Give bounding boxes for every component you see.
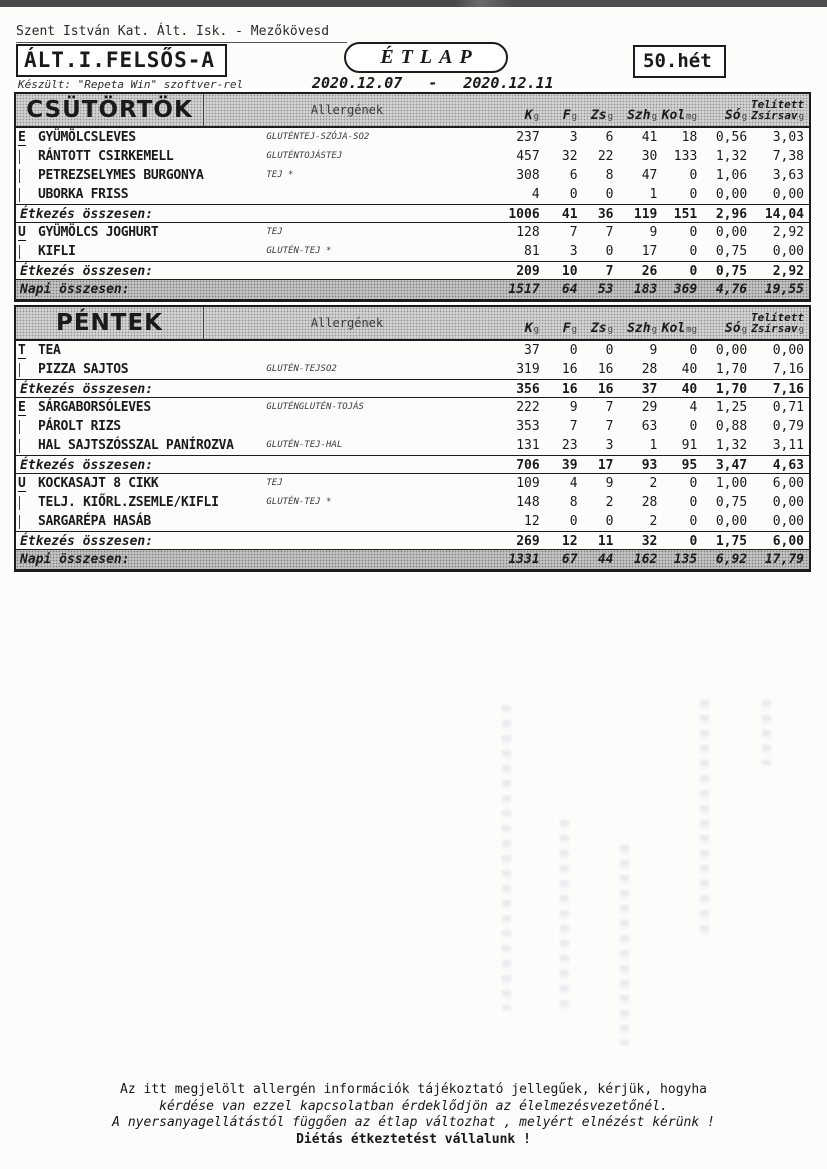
value-kol: 369	[673, 282, 698, 297]
meal-marker: E	[18, 130, 26, 145]
meal-total-row	[16, 261, 809, 280]
value-telitett: 3,11	[772, 438, 805, 453]
value-kol: 0	[689, 264, 698, 279]
allergen-list: GLUTÉNTOJÁSTEJ	[266, 151, 343, 161]
allergen-list: TEJ *	[266, 170, 294, 180]
value-zs: 0	[605, 244, 614, 259]
value-szh: 28	[641, 495, 658, 510]
value-f: 64	[561, 282, 578, 297]
class-name-box: ÁLT.I.FELSŐS-A	[16, 44, 227, 77]
menu-row	[16, 166, 809, 185]
value-kol: 133	[673, 149, 698, 164]
value-f: 9	[569, 400, 578, 415]
value-zs: 11	[597, 534, 614, 549]
value-kol: 4	[689, 400, 698, 415]
value-f: 7	[569, 419, 578, 434]
value-telitett: 2,92	[772, 264, 804, 279]
food-name: HAL SAJTSZÓSSZAL PANÍROZVA	[37, 438, 234, 453]
col-header-zs: Zsg	[590, 321, 613, 336]
value-szh: 9	[649, 225, 658, 240]
meal-marker: U	[18, 225, 26, 240]
meal-marker	[16, 417, 38, 436]
col-header-so: Sóg	[724, 108, 747, 123]
nutrition-column-headers	[490, 307, 809, 339]
meal-marker: U	[18, 476, 26, 491]
menu-row	[16, 147, 809, 166]
value-f: 41	[561, 207, 578, 222]
value-k: 356	[516, 382, 540, 397]
value-kol: 40	[681, 362, 698, 377]
value-zs: 6	[605, 130, 614, 145]
menu-row	[16, 417, 809, 436]
value-telitett: 2,92	[772, 225, 805, 240]
footer-line-4: Diétás étkeztetést vállalunk !	[296, 1131, 531, 1147]
meal-marker	[16, 360, 38, 379]
menu-row	[16, 398, 809, 417]
value-zs: 0	[605, 187, 614, 202]
value-so: 1,32	[715, 438, 748, 453]
allergen-list	[266, 512, 490, 531]
value-kol: 151	[673, 207, 698, 222]
value-szh: 41	[641, 130, 658, 145]
food-name: SÁRGABORSÓLEVES	[37, 400, 151, 415]
value-szh: 17	[641, 244, 658, 259]
meal-marker	[16, 242, 38, 261]
meal-total-row	[16, 531, 809, 550]
meal-total-label: Étkezés összesen:	[20, 382, 154, 397]
meal-marker	[16, 185, 38, 204]
meal-marker: E	[18, 400, 26, 415]
bleedthrough-artifact	[620, 845, 629, 1045]
food-name: PÁROLT RIZS	[37, 419, 121, 434]
value-kol: 0	[689, 419, 698, 434]
allergen-list: GLUTÉNGLUTÉN-TOJÁS	[266, 402, 364, 412]
value-szh: 93	[641, 458, 658, 473]
value-kol: 0	[689, 495, 698, 510]
value-zs: 17	[597, 458, 614, 473]
value-f: 16	[561, 382, 578, 397]
value-f: 39	[561, 458, 578, 473]
food-name: TEA	[37, 343, 61, 358]
allergen-list: GLUTÉN-TEJ *	[266, 246, 332, 256]
value-telitett: 3,63	[772, 168, 805, 183]
value-f: 32	[561, 149, 578, 164]
footer-notes	[0, 1082, 827, 1148]
allergen-list: TEJ	[266, 478, 283, 488]
bleedthrough-artifact	[762, 700, 771, 765]
value-f: 16	[561, 362, 578, 377]
value-so: 6,92	[715, 552, 748, 567]
food-name: KOCKASAJT 8 CIKK	[37, 476, 159, 491]
value-k: 148	[516, 495, 540, 510]
value-zs: 53	[597, 282, 614, 297]
meal-total-row	[16, 204, 809, 223]
col-header-f: Fg	[562, 321, 577, 336]
value-f: 0	[569, 187, 578, 202]
menu-row	[16, 493, 809, 512]
value-f: 7	[569, 225, 578, 240]
value-kol: 0	[689, 187, 698, 202]
food-name: PETREZSELYMES BURGONYA	[37, 168, 204, 183]
value-szh: 119	[633, 207, 658, 222]
value-kol: 95	[681, 458, 698, 473]
value-f: 12	[561, 534, 578, 549]
value-zs: 3	[605, 438, 614, 453]
value-telitett: 0,00	[772, 495, 805, 510]
col-header-telitett-zsirsav: Telített Zsírsavg	[751, 98, 804, 122]
value-f: 3	[569, 130, 578, 145]
meal-marker	[16, 493, 38, 512]
bleedthrough-artifact	[700, 700, 709, 935]
date-from: 2020.12.07	[312, 74, 403, 92]
menu-tables	[14, 92, 811, 572]
value-telitett: 0,79	[772, 419, 805, 434]
value-telitett: 0,00	[772, 343, 805, 358]
value-kol: 0	[689, 343, 698, 358]
food-name: UBORKA FRISS	[37, 187, 129, 202]
value-szh: 183	[633, 282, 658, 297]
value-szh: 2	[649, 476, 658, 491]
footer-line-3: A nyersanyagellátástól függően az étlap változhat , melyért elnézést kérünk !	[112, 1115, 715, 1130]
menu-row	[16, 128, 809, 147]
value-zs: 7	[605, 264, 614, 279]
allergen-list: GLUTÉN-TEJ-HAL	[266, 440, 343, 450]
allergen-list	[266, 417, 490, 436]
value-szh: 2	[649, 514, 658, 529]
value-szh: 47	[641, 168, 658, 183]
value-szh: 1	[649, 187, 658, 202]
value-k: 269	[516, 534, 540, 549]
value-kol: 0	[689, 534, 698, 549]
day-header	[16, 94, 809, 128]
menu-row	[16, 512, 809, 531]
value-so: 0,88	[715, 419, 748, 434]
value-k: 1006	[508, 207, 540, 222]
value-k: 131	[516, 438, 540, 453]
value-telitett: 7,16	[772, 362, 805, 377]
meal-total-label: Étkezés összesen:	[20, 458, 154, 473]
col-header-k: Kg	[524, 321, 539, 336]
col-header-k: Kg	[524, 108, 539, 123]
value-szh: 30	[641, 149, 658, 164]
footer-line-1: Az itt megjelölt allergén információk tájékoztató jellegűek, kérjük, hogyha	[120, 1082, 707, 1097]
value-kol: 0	[689, 476, 698, 491]
value-so: 0,00	[715, 187, 748, 202]
value-telitett: 17,79	[764, 552, 804, 567]
food-name: GYÜMÖLCSLEVES	[37, 130, 136, 145]
value-kol: 0	[689, 225, 698, 240]
allergens-column-header: Allergének	[310, 316, 384, 330]
value-szh: 32	[641, 534, 658, 549]
value-k: 222	[516, 400, 540, 415]
allergen-list: GLUTÉNTEJ-SZÓJA-SO2	[266, 132, 370, 142]
value-so: 2,96	[715, 207, 748, 222]
value-telitett: 0,00	[772, 244, 805, 259]
daily-total-label: Napi összesen:	[20, 282, 130, 297]
value-f: 0	[569, 514, 578, 529]
col-header-so: Sóg	[724, 321, 747, 336]
value-kol: 91	[681, 438, 698, 453]
value-k: 319	[516, 362, 540, 377]
meal-total-row	[16, 379, 809, 398]
food-name: SARGARÉPA HASÁB	[37, 514, 151, 529]
week-number: 50.hét	[633, 45, 726, 78]
value-f: 23	[561, 438, 578, 453]
value-zs: 7	[605, 419, 614, 434]
value-f: 6	[569, 168, 578, 183]
value-k: 209	[516, 264, 540, 279]
value-k: 37	[524, 343, 540, 358]
value-k: 308	[516, 168, 540, 183]
value-kol: 0	[689, 514, 698, 529]
value-so: 1,70	[715, 362, 748, 377]
value-telitett: 14,04	[764, 207, 804, 222]
col-header-kol: Kolmg	[661, 108, 697, 123]
value-f: 4	[569, 476, 578, 491]
date-separator: -	[428, 74, 438, 92]
value-szh: 37	[641, 382, 658, 397]
value-zs: 8	[605, 168, 614, 183]
date-range	[312, 74, 592, 92]
value-so: 0,75	[715, 495, 748, 510]
allergen-list	[266, 185, 490, 204]
value-zs: 0	[605, 343, 614, 358]
value-so: 1,00	[715, 476, 748, 491]
value-f: 0	[569, 343, 578, 358]
allergen-list: GLUTÉN-TEJSO2	[266, 364, 337, 374]
meal-marker	[16, 166, 38, 185]
value-telitett: 6,00	[772, 534, 804, 549]
nutrition-column-headers	[490, 94, 809, 126]
meal-marker	[16, 147, 38, 166]
value-so: 1,75	[715, 534, 748, 549]
value-so: 0,56	[715, 130, 748, 145]
value-telitett: 4,63	[772, 458, 804, 473]
value-szh: 1	[649, 438, 658, 453]
meal-total-label: Étkezés összesen:	[20, 264, 154, 279]
value-kol: 0	[689, 244, 698, 259]
value-szh: 162	[633, 552, 658, 567]
value-so: 1,70	[715, 382, 748, 397]
food-name: KIFLI	[37, 244, 76, 259]
document-title: ÉTLAP	[344, 42, 508, 73]
value-szh: 28	[641, 362, 658, 377]
value-telitett: 3,03	[772, 130, 805, 145]
bleedthrough-artifact	[502, 705, 511, 1010]
value-f: 8	[569, 495, 578, 510]
menu-row	[16, 474, 809, 493]
value-zs: 2	[605, 495, 614, 510]
value-telitett: 6,00	[772, 476, 805, 491]
meal-marker	[16, 436, 38, 455]
value-k: 81	[524, 244, 540, 259]
value-k: 128	[516, 225, 540, 240]
value-k: 237	[516, 130, 540, 145]
meal-marker: T	[18, 343, 26, 358]
value-so: 4,76	[715, 282, 748, 297]
col-header-telitett-zsirsav: Telített Zsírsavg	[751, 311, 804, 335]
col-header-szh: Szhg	[627, 321, 657, 336]
value-so: 0,75	[715, 264, 748, 279]
value-zs: 7	[605, 225, 614, 240]
footer-line-2: kérdése van ezzel kapcsolatban érdeklődjön az élelmezésvezetőnél.	[159, 1098, 668, 1114]
daily-total-label: Napi összesen:	[20, 552, 130, 567]
value-zs: 7	[605, 400, 614, 415]
value-szh: 29	[641, 400, 658, 415]
value-zs: 16	[597, 382, 614, 397]
value-f: 3	[569, 244, 578, 259]
day-name: CSÜTÖRTÖK	[16, 94, 204, 126]
value-k: 1331	[508, 552, 540, 567]
meal-total-row	[16, 455, 809, 474]
allergen-list	[266, 341, 490, 360]
col-header-f: Fg	[562, 108, 577, 123]
daily-total-row	[16, 550, 809, 570]
allergen-list: GLUTÉN-TEJ *	[266, 497, 332, 507]
value-k: 12	[524, 514, 540, 529]
menu-row	[16, 242, 809, 261]
bleedthrough-artifact	[560, 820, 569, 1015]
col-header-kol: Kolmg	[661, 321, 697, 336]
value-so: 1,25	[715, 400, 748, 415]
value-zs: 36	[597, 207, 614, 222]
value-so: 1,06	[715, 168, 748, 183]
menu-row	[16, 185, 809, 204]
allergen-list: TEJ	[266, 227, 283, 237]
value-telitett: 7,16	[772, 382, 804, 397]
value-telitett: 19,55	[764, 282, 804, 297]
value-so: 3,47	[715, 458, 748, 473]
value-telitett: 0,00	[772, 514, 805, 529]
value-szh: 9	[649, 343, 658, 358]
value-f: 10	[561, 264, 578, 279]
food-name: TELJ. KIŐRL.ZSEMLE/KIFLI	[37, 495, 219, 510]
software-credit: Készült: "Repeta Win" szoftver-rel	[18, 78, 244, 91]
value-so: 0,75	[715, 244, 748, 259]
menu-row	[16, 360, 809, 379]
value-zs: 9	[605, 476, 614, 491]
value-telitett: 0,00	[772, 187, 805, 202]
food-name: PIZZA SAJTOS	[37, 362, 129, 377]
value-telitett: 7,38	[772, 149, 805, 164]
day-header	[16, 307, 809, 341]
value-kol: 40	[681, 382, 698, 397]
col-header-zs: Zsg	[590, 108, 613, 123]
food-name: RÁNTOTT CSIRKEMELL	[37, 149, 174, 164]
meal-total-label: Étkezés összesen:	[20, 534, 154, 549]
menu-row	[16, 341, 809, 360]
value-k: 1517	[508, 282, 540, 297]
value-so: 0,00	[715, 514, 748, 529]
value-kol: 0	[689, 168, 698, 183]
daily-total-row	[16, 280, 809, 300]
allergens-column-header: Allergének	[310, 103, 384, 117]
scan-edge-artifact	[0, 0, 827, 7]
menu-row	[16, 223, 809, 242]
day-name: PÉNTEK	[16, 307, 204, 339]
value-zs: 16	[597, 362, 614, 377]
col-header-szh: Szhg	[627, 108, 657, 123]
value-so: 0,00	[715, 343, 748, 358]
value-so: 1,32	[715, 149, 748, 164]
value-telitett: 0,71	[772, 400, 805, 415]
value-k: 353	[516, 419, 540, 434]
meal-marker	[16, 512, 38, 531]
value-k: 4	[531, 187, 540, 202]
day-table-pentek	[14, 305, 811, 572]
value-zs: 0	[605, 514, 614, 529]
value-k: 457	[516, 149, 540, 164]
value-szh: 26	[641, 264, 658, 279]
meal-total-label: Étkezés összesen:	[20, 207, 154, 222]
menu-row	[16, 436, 809, 455]
value-k: 109	[516, 476, 540, 491]
date-to: 2020.12.11	[463, 74, 554, 92]
value-szh: 63	[641, 419, 658, 434]
value-f: 67	[561, 552, 578, 567]
value-kol: 135	[673, 552, 698, 567]
food-name: GYÜMÖLCS JOGHURT	[37, 225, 159, 240]
value-kol: 18	[681, 130, 698, 145]
value-zs: 22	[597, 149, 614, 164]
day-table-csutortok	[14, 92, 811, 302]
value-k: 706	[516, 458, 540, 473]
school-name: Szent István Kat. Ált. Isk. - Mezőkövesd	[16, 24, 347, 43]
value-so: 0,00	[715, 225, 748, 240]
value-zs: 44	[597, 552, 614, 567]
